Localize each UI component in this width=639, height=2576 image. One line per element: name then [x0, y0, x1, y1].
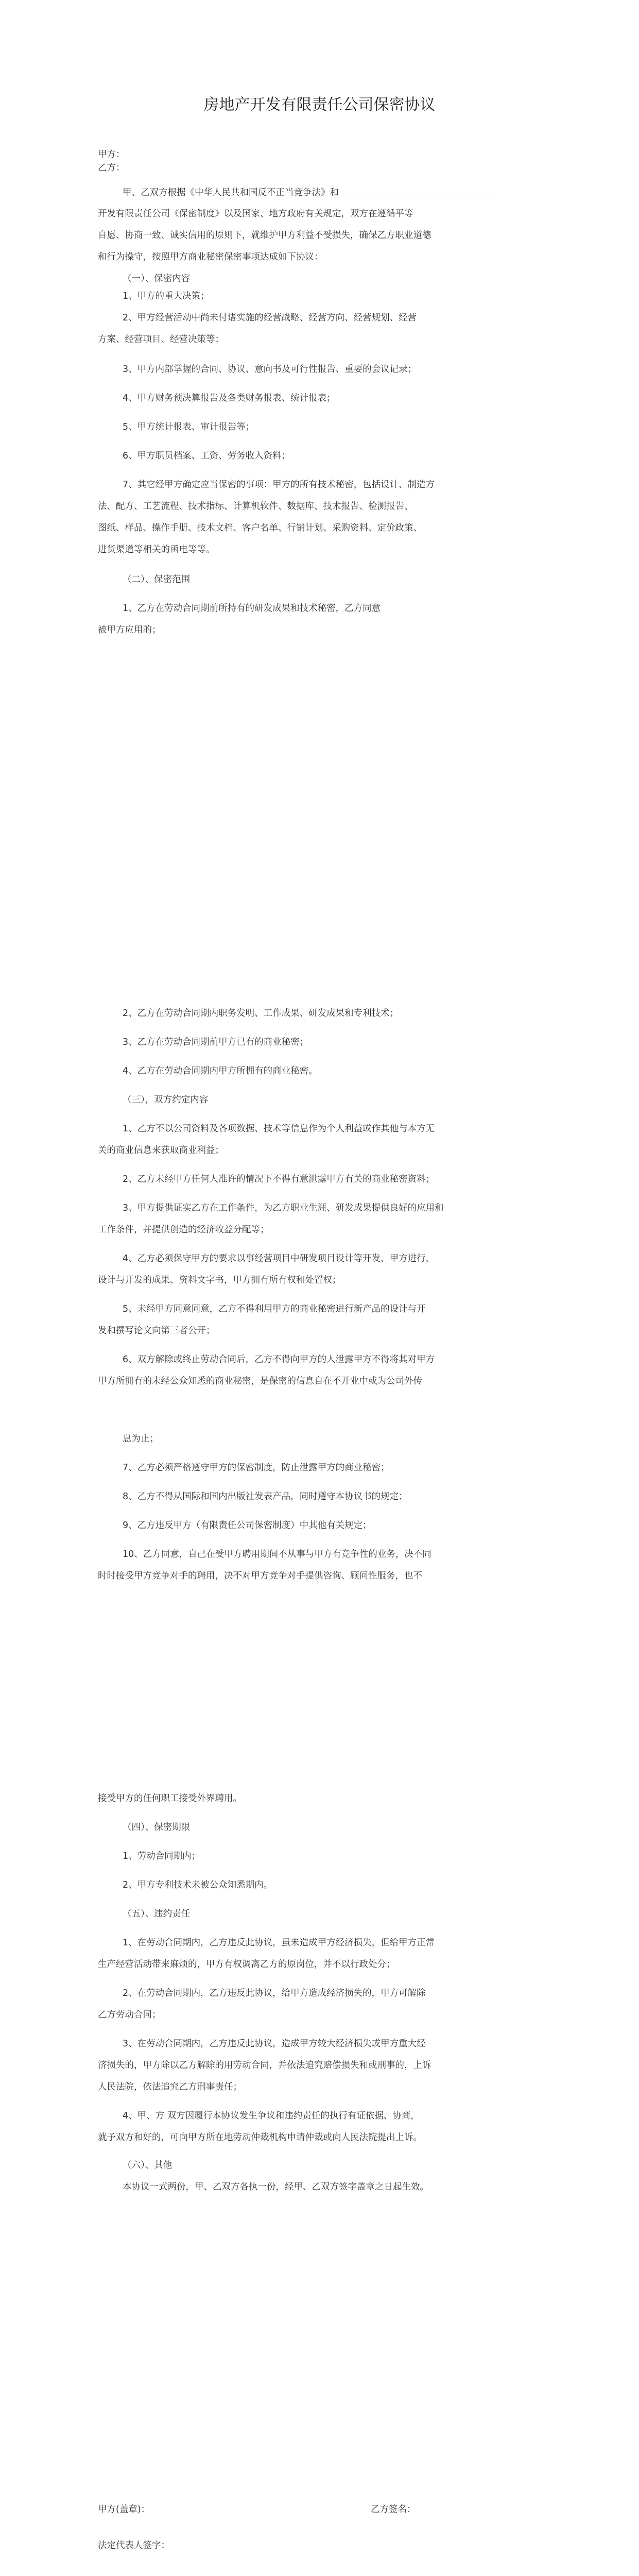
sec5-item-cont: 人民法院，依法追究乙方刑事责任； — [98, 2082, 242, 2092]
sec3-item-end: 息为止； — [123, 1434, 159, 1444]
sec2-item: 3、乙方在劳动合同期前甲方已有的商业秘密； — [123, 1037, 309, 1047]
sec5-item: 3、在劳动合同期内，乙方违反此协议，造成甲方较大经济损失或甲方重大经 — [123, 2039, 426, 2049]
party-a-label: 甲方： — [98, 149, 125, 160]
continuation-line: 接受甲方的任何职工接受外界聘用。 — [98, 1793, 242, 1804]
sec2-item: 2、乙方在劳动合同期内职务发明、工作成果、研发成果和专利技术； — [123, 1008, 399, 1019]
sec1-item: 4、甲方财务预决算报告及各类财务报表、统计报表； — [123, 393, 336, 403]
sec5-item: 2、在劳动合同期内，乙方违反此协议，给甲方造成经济损失的，甲方可解除 — [123, 1988, 426, 1998]
sec5-item: 4、甲、方 双方因履行本协议发生争议和违约责任的执行有证依据、协商， — [123, 2111, 420, 2121]
sec3-item: 8、乙方不得从国际和国内出版社发表产品，同时遵守本协议书的规定； — [123, 1492, 408, 1502]
sec4-item: 2、甲方专利技术未被公众知悉期内。 — [123, 1880, 273, 1890]
sec1-item: 6、甲方职员档案、工资、劳务收入资料； — [123, 451, 291, 461]
party-b-sign-label: 乙方签名： — [371, 2504, 416, 2515]
sec2-item: 4、乙方在劳动合同期内甲方所拥有的商业秘密。 — [123, 1066, 318, 1076]
sec1-item: 2、甲方经营活动中尚未付诸实施的经营战略、经营方向、经营规划、经营 — [123, 313, 417, 323]
section-6-heading: （六）、其他 — [123, 2160, 172, 2171]
sec3-item: 6、双方解除或终止劳动合同后，乙方不得向甲方的人泄露甲方不得将其对甲方 — [123, 1354, 435, 1365]
sec1-item: 1、甲方的重大决策； — [123, 291, 210, 301]
sec2-item-cont: 被甲方应用的； — [98, 625, 161, 635]
sec3-item: 1、乙方不以公司资料及各项数据、技术等信息作为个人利益或作其他与本方无 — [123, 1124, 435, 1134]
sec3-item-cont: 时时接受甲方竞争对手的聘用，决不对甲方竞争对手提供咨询、顾问性服务，也不 — [98, 1571, 422, 1581]
sec3-item: 10、乙方同意，自己在受甲方聘用期间不从事与甲方有竞争性的业务，决不同 — [123, 1549, 431, 1560]
section-1-heading: （一）、保密内容 — [123, 274, 191, 284]
section-2-heading: （二）、保密范围 — [123, 574, 191, 585]
section-4-heading: （四）、保密期限 — [123, 1822, 191, 1833]
company-blank — [342, 185, 496, 195]
sec5-item-cont: 生产经营活动带来麻烦的，甲方有权调离乙方的原岗位，并不以行政处分； — [98, 1959, 395, 1970]
sec1-item-cont: 进货渠道等相关的函电等等。 — [98, 545, 215, 555]
sec1-item-cont: 法、配方、工艺流程、技术指标、计算机软件、数据库、技术报告、检测报告、 — [98, 501, 413, 512]
sec3-item-cont: 工作条件，并提供创造的经济收益分配等； — [98, 1225, 269, 1235]
sec1-item-cont: 方案、经营项目、经营决策等； — [98, 334, 224, 345]
sec1-item: 3、甲方内部掌握的合同、协议、意向书及可行性报告、重要的会议记录； — [123, 364, 417, 375]
section-5-heading: （五）、违约责任 — [123, 1909, 191, 1919]
sec4-item: 1、劳动合同期内； — [123, 1851, 201, 1861]
party-b-label: 乙方： — [98, 163, 125, 173]
intro-line-3: 自愿、协商一致、诚实信用的原则下，就维护甲方利益不受损失，确保乙方职业道德 — [98, 230, 431, 241]
legal-rep-sign-label: 法定代表人签字： — [98, 2540, 170, 2551]
document-title: 房地产开发有限责任公司保密协议 — [203, 96, 436, 114]
sec5-item: 1、在劳动合同期内，乙方违反此协议，虽未造成甲方经济损失，但给甲方正常 — [123, 1938, 435, 1948]
sec3-item-cont: 设计与开发的成果、资料文字书，甲方拥有所有权和处置权； — [98, 1275, 341, 1285]
sec3-item: 4、乙方必须保守甲方的要求以事经营项目中研发项目设计等开发，甲方进行， — [123, 1253, 435, 1264]
sec3-item-cont: 甲方所拥有的未经公众知悉的商业秘密，是保密的信息自在不开业中或为公司外传 — [98, 1376, 422, 1386]
sec3-item: 3、甲方提供证实乙方在工作条件，为乙方职业生涯、研发成果提供良好的应用和 — [123, 1203, 444, 1213]
sec5-item-cont: 乙方劳动合同； — [98, 2010, 161, 2020]
sec3-item-cont: 发和撰写论文向第三者公开； — [98, 1326, 215, 1336]
intro-line-2: 开发有限责任公司《保密制度》以及国家、地方政府有关规定，双方在遵循平等 — [98, 209, 413, 219]
sec5-item-cont: 就予双方和好的，可向甲方所在地劳动仲裁机构申请仲裁或向人民法院提出上诉。 — [98, 2132, 422, 2143]
sec3-item: 9、乙方违反甲方（有限责任公司保密制度）中其他有关规定； — [123, 1520, 372, 1531]
party-a-seal-label: 甲方(盖章)： — [98, 2504, 150, 2515]
sec3-item-cont: 关的商业信息来获取商业利益； — [98, 1145, 224, 1156]
section-3-heading: （三），双方约定内容 — [123, 1095, 209, 1105]
intro-line-1: 甲、乙双方根据《中华人民共和国反不正当竞争法》和 — [123, 185, 551, 199]
sec5-item-cont: 济损失的，甲方除以乙方解除的用劳动合同，并依法追究赔偿损失和或刑事的，上诉 — [98, 2060, 431, 2071]
sec3-item: 5、未经甲方同意同意，乙方不得利用甲方的商业秘密进行新产品的设计与开 — [123, 1304, 426, 1314]
sec3-item: 2、乙方未经甲方任何人准许的情况下不得有意泄露甲方有关的商业秘密资料； — [123, 1174, 435, 1184]
sec1-item: 7、其它经甲方确定应当保密的事项：甲方的所有技术秘密，包括设计、制造方 — [123, 480, 435, 490]
sec6-text: 本协议一式两份，甲、乙双方各执一份，经甲、乙双方签字盖章之日起生效。 — [123, 2182, 429, 2192]
sec2-item: 1、乙方在劳动合同期前所持有的研发成果和技术秘密，乙方同意 — [123, 603, 381, 614]
sec1-item-cont: 图纸、样品、操作手册、技术文档、客户名单、行销计划、采购资料、定价政策、 — [98, 523, 422, 533]
sec3-item: 7、乙方必须严格遵守甲方的保密制度，防止泄露甲方的商业秘密； — [123, 1463, 390, 1473]
sec1-item: 5、甲方统计报表、审计报告等； — [123, 422, 255, 432]
intro-line-4: 和行为操守，按照甲方商业秘密保密事项达成如下协议： — [98, 252, 323, 262]
